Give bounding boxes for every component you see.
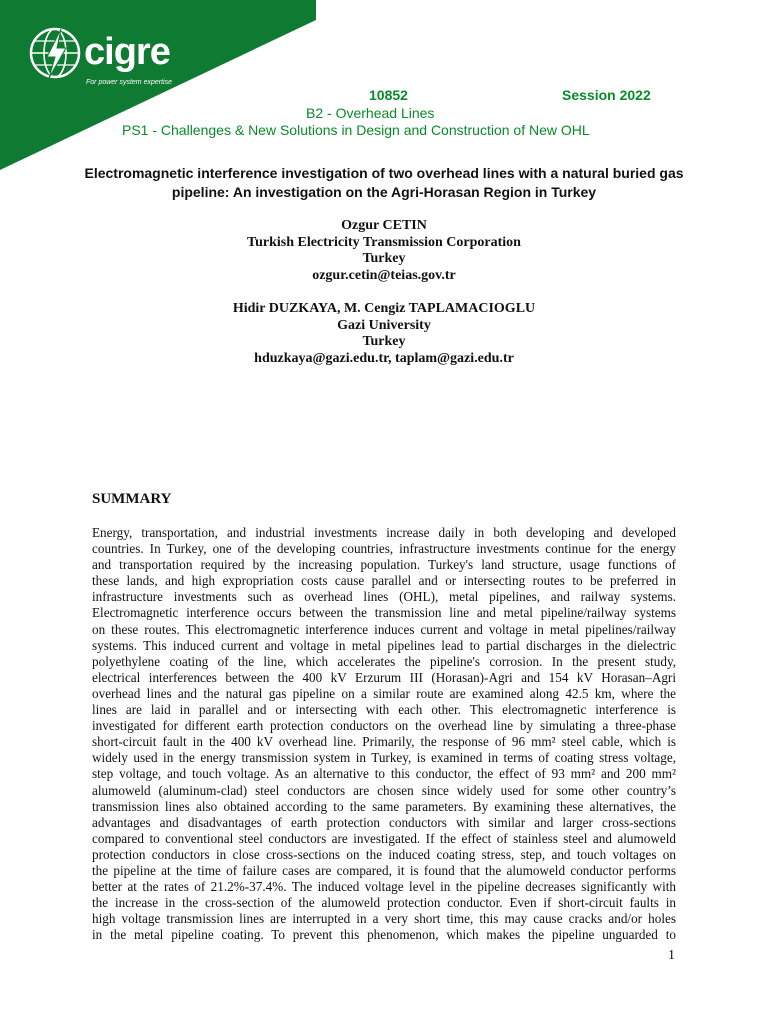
summary-line: these lands, and high expropriation costs cause parallel and or intersecting routes to be preferred in — [92, 573, 676, 589]
summary-line: high voltage transmission lines are interrupted in a very short time, this may cause cracks and/or holes — [92, 911, 676, 927]
cigre-tagline: For power system expertise — [86, 79, 172, 86]
author-block-1 — [0, 218, 768, 284]
summary-line: countries. In Turkey, one of the developing countries, infrastructure investments continue for the energy — [92, 541, 676, 557]
summary-line: step voltage, and touch voltage. As an alternative to this conductor, the effect of 93 mm² and 200 mm² — [92, 766, 676, 782]
cigre-globe-icon — [28, 26, 82, 80]
session-label: Session 2022 — [562, 87, 651, 103]
summary-line: better at the rates of 21.2%-37.4%. The induced voltage level in the pipeline decreases significantly with — [92, 879, 676, 895]
summary-line: lines are laid in parallel and or intersecting with each other. This electromagnetic interference is — [92, 702, 676, 718]
author-affiliation: Gazi University — [337, 317, 431, 333]
summary-line: polyethylene coating of the line, which accelerates the pipeline's corrosion. In the present study, — [92, 653, 676, 669]
author-block-2 — [0, 301, 768, 367]
summary-line: Electromagnetic interference occurs between the transmission line and metal pipeline/railway systems — [92, 605, 676, 621]
paper-title: Electromagnetic interference investigation of two overhead lines with a natural buried gas pipeline: An investigation on the Agri-Horasan Region in Turkey — [84, 165, 684, 200]
summary-line: and transportation required by the increasing population. Turkey's land structure, usage functions of — [92, 557, 676, 573]
summary-line: protection conductors in close cross-sections on the induced coating stress, step, and touch voltages on — [92, 846, 676, 862]
cigre-wordmark: cigre — [84, 31, 170, 73]
author-affiliation: Turkish Electricity Transmission Corporation — [247, 234, 521, 250]
summary-line: compared to conventional steel conductors are investigated. If the effect of stainless steel and alumoweld — [92, 830, 676, 846]
preferential-subject: PS1 - Challenges & New Solutions in Design and Construction of New OHL — [122, 122, 590, 138]
author-country: Turkey — [362, 251, 406, 266]
author-names: Hidir DUZKAYA, M. Cengiz TAPLAMACIOGLU — [232, 301, 536, 316]
paper-number: 10852 — [369, 87, 408, 103]
summary-heading: SUMMARY — [92, 491, 172, 507]
summary-line: transmission lines also obtained according to the same parameters. By examining these alternatives, the — [92, 798, 676, 814]
summary-line: short-circuit fault in the 400 kV overhead line. Primarily, the response of 96 mm² steel cable, which is — [92, 734, 676, 750]
summary-line: in the metal pipeline coating. To prevent this phenomenon, which makes the pipeline unguarded to — [92, 927, 676, 943]
author-names: Ozgur CETIN — [341, 218, 427, 233]
summary-line: alumoweld (aluminum-clad) steel conductors are chosen since widely used for some other country’s — [92, 782, 676, 798]
page-number: 1 — [668, 948, 675, 963]
summary-line: advantages and disadvantages of earth protection conductors with similar and larger cross-sections — [92, 814, 676, 830]
author-country: Turkey — [362, 334, 406, 349]
summary-line: systems. This induced current and voltage in metal pipelines lead to partial discharges in the dielectric — [92, 637, 676, 653]
summary-line: infrastructure investments such as overhead lines (OHL), metal pipelines, and railway systems. — [92, 589, 676, 605]
summary-body — [92, 525, 676, 943]
author-email: hduzkaya@gazi.edu.tr, taplam@gazi.edu.tr — [254, 350, 514, 366]
summary-line: the increase in the cross-section of the alumoweld protection conductor. Even if short-circuit faults in — [92, 895, 676, 911]
summary-line: the pipeline at the time of failure cases are compared, it is found that the alumoweld conductor performs — [92, 862, 676, 878]
summary-line: overhead lines and the natural gas pipeline on a similar route are examined along 42.5 km, where the — [92, 685, 676, 701]
summary-line: electrical interferences between the 400 kV Erzurum III (Horasan)-Agri and 154 kV Horasan–Agri — [92, 669, 676, 685]
study-committee: B2 - Overhead Lines — [306, 105, 435, 121]
summary-line: on these routes. This electromagnetic interference induces current and voltage in metal pipelines/railway — [92, 621, 676, 637]
summary-line: widely used in the energy transmission system in Turkey, is examined in terms of coating stress voltage, — [92, 750, 676, 766]
summary-line: investigated for different earth protection conductors on the overhead line by simulating a three-phase — [92, 718, 676, 734]
cigre-logo-banner — [0, 0, 320, 170]
author-email: ozgur.cetin@teias.gov.tr — [312, 267, 456, 283]
summary-line: Energy, transportation, and industrial investments increase daily in both developing and developed — [92, 525, 676, 540]
